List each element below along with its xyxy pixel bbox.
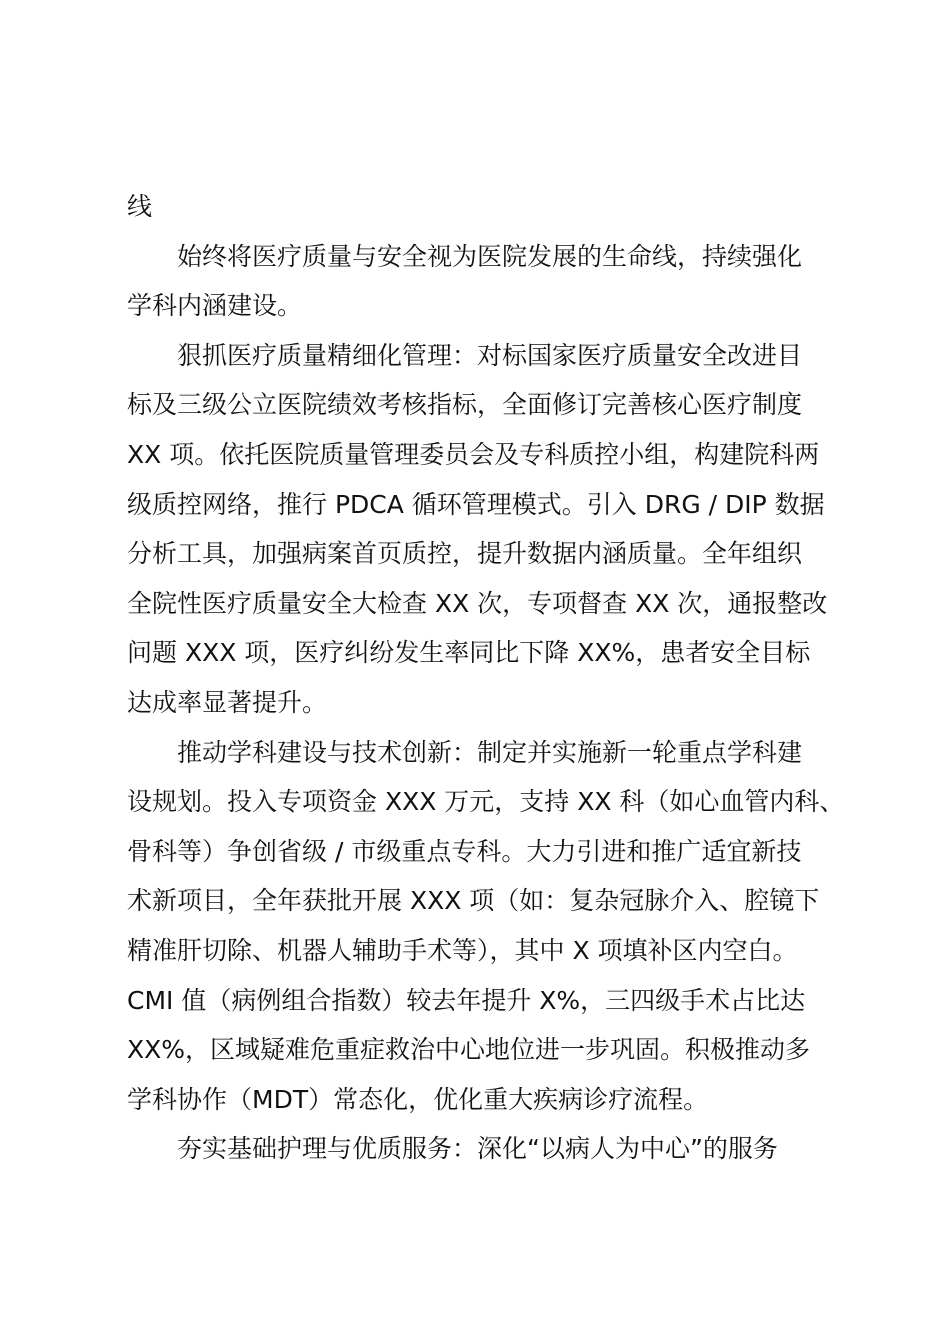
text-line: 全院性医疗质量安全大检查 XX 次，专项督查 XX 次，通报整改 (127, 588, 828, 618)
text-line: 级质控网络，推行 PDCA 循环管理模式。引入 DRG / DIP 数据 (127, 489, 825, 519)
text-line: 设规划。投入专项资金 XXX 万元，支持 XX 科（如心血管内科、 (127, 787, 845, 817)
text-line: CMI 值（病例组合指数）较去年提升 X%，三四级手术占比达 (127, 985, 806, 1015)
text-line: XX 项。依托医院质量管理委员会及专科质控小组，构建院科两 (127, 439, 820, 469)
text-line: 骨科等）争创省级 / 市级重点专科。大力引进和推广适宜新技 (127, 836, 802, 866)
text-line: 线 (127, 192, 153, 221)
text-line: 问题 XXX 项，医疗纠纷发生率同比下降 XX%，患者安全目标 (127, 638, 811, 668)
text-line: 术新项目，全年获批开展 XXX 项（如：复杂冠脉介入、腔镜下 (127, 886, 820, 916)
text-line: 分析工具，加强病案首页质控，提升数据内涵质量。全年组织 (127, 539, 803, 569)
document-body (127, 182, 847, 1174)
text-line: 标及三级公立医院绩效考核指标，全面修订完善核心医疗制度 (127, 390, 803, 420)
text-line: 达成率显著提升。 (127, 687, 328, 717)
text-line: 学科内涵建设。 (127, 291, 303, 321)
text-line: XX%，区域疑难危重症救治中心地位进一步巩固。积极推动多 (127, 1035, 811, 1065)
text-line: 精准肝切除、机器人辅助手术等），其中 X 项填补区内空白。 (127, 935, 798, 965)
text-line: 夯实基础护理与优质服务：深化“以病人为中心”的服务 (177, 1134, 778, 1164)
text-line: 学科协作（MDT）常态化，优化重大疾病诊疗流程。 (127, 1084, 709, 1114)
text-line: 推动学科建设与技术创新：制定并实施新一轮重点学科建 (177, 737, 803, 767)
text-line: 始终将医疗质量与安全视为医院发展的生命线，持续强化 (177, 241, 803, 271)
text-line: 狠抓医疗质量精细化管理：对标国家医疗质量安全改进目 (177, 340, 803, 370)
